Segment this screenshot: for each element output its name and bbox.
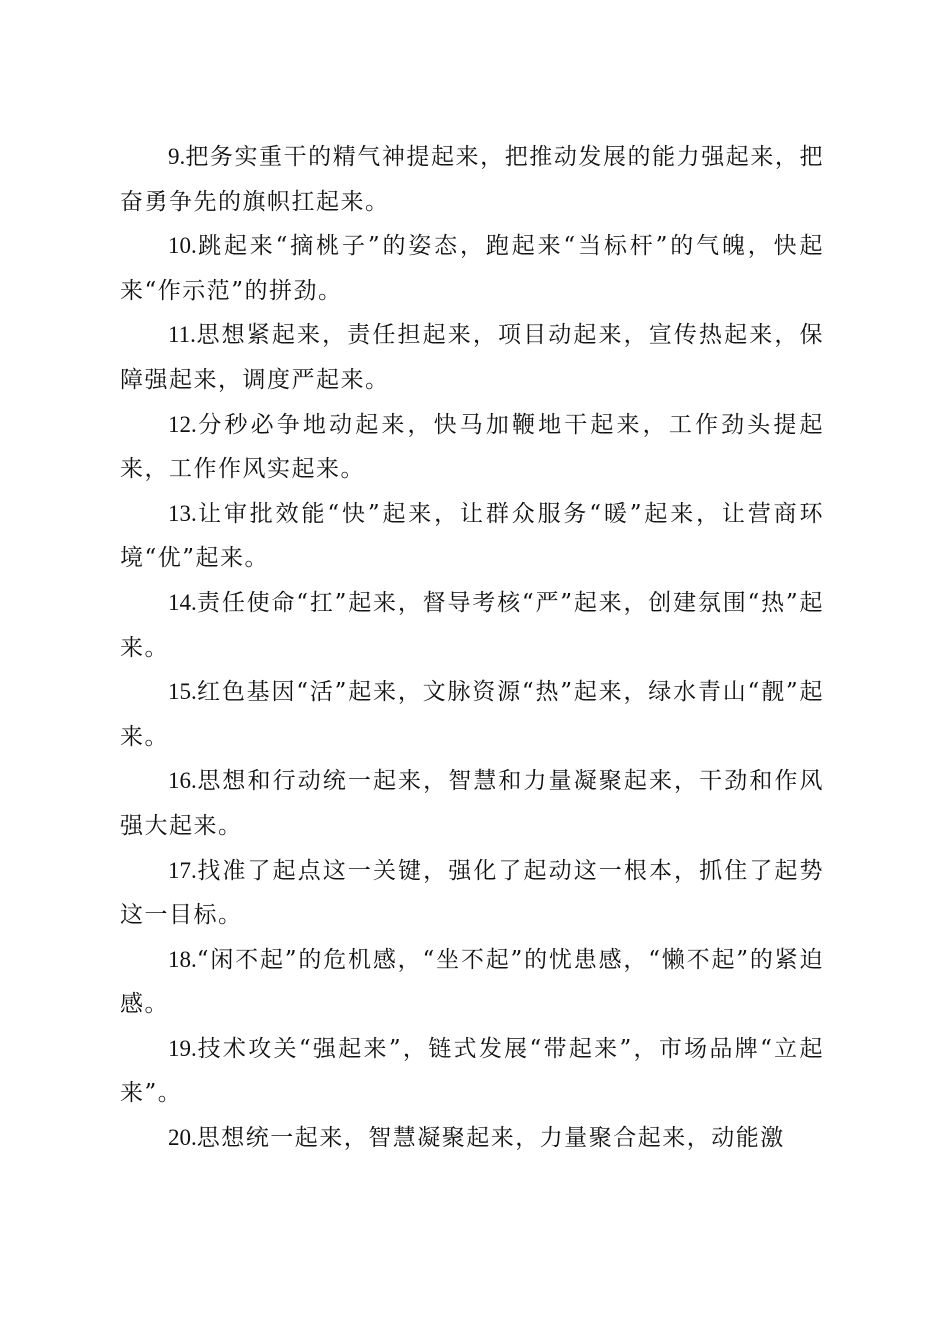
list-item [120,492,824,581]
item-text: 思想统一起来，智慧凝聚起来，力量聚合起来，动能激 [196,1125,785,1152]
item-number: 19. [168,1035,197,1061]
list-item [120,1116,824,1161]
list-item [120,403,824,492]
item-number: 10. [168,233,197,259]
list-item [120,759,824,848]
item-text: 思想和行动统一起来，智慧和力量凝聚起来，干劲和作风强大起来。 [120,768,824,839]
item-number: 12. [168,411,197,437]
item-text: 分秒必争地动起来，快马加鞭地干起来，工作劲头提起来，工作作风实起来。 [120,411,824,483]
item-number: 14. [168,589,197,615]
list-item [120,938,824,1027]
item-text: 技术攻关“强起来”，链式发展“带起来”，市场品牌“立起来”。 [120,1035,824,1107]
document-body [120,135,824,1161]
item-text: 找准了起点这一关键，强化了起动这一根本，抓住了起势这一目标。 [120,857,824,929]
item-number: 20. [168,1125,197,1151]
item-number: 17. [168,857,197,883]
item-text: 跳起来“摘桃子”的姿态，跑起来“当标杆”的气魄，快起来“作示范”的拼劲。 [120,233,824,304]
list-item [120,224,824,313]
list-item [120,1027,824,1116]
item-text: 责任使命“扛”起来，督导考核“严”起来，创建氛围“热”起来。 [120,589,824,661]
item-text: 红色基因“活”起来，文脉资源“热”起来，绿水青山“靓”起来。 [120,679,824,750]
item-number: 18. [168,946,197,972]
list-item [120,581,824,670]
item-number: 11. [168,322,196,348]
item-text: 把务实重干的精气神提起来，把推动发展的能力强起来，把奋勇争先的旗帜扛起来。 [120,144,824,215]
item-number: 9. [168,144,186,169]
list-item [120,135,824,224]
item-number: 13. [168,500,197,526]
item-number: 16. [168,768,197,794]
list-item [120,849,824,938]
item-text: 让审批效能“快”起来，让群众服务“暖”起来，让营商环境“优”起来。 [120,500,824,572]
item-number: 15. [168,679,197,705]
item-text: 思想紧起来，责任担起来，项目动起来，宣传热起来，保障强起来，调度严起来。 [120,322,824,393]
list-item [120,670,824,759]
list-item [120,313,824,402]
item-text: “闲不起”的危机感，“坐不起”的忧患感，“懒不起”的紧迫感。 [120,946,824,1018]
